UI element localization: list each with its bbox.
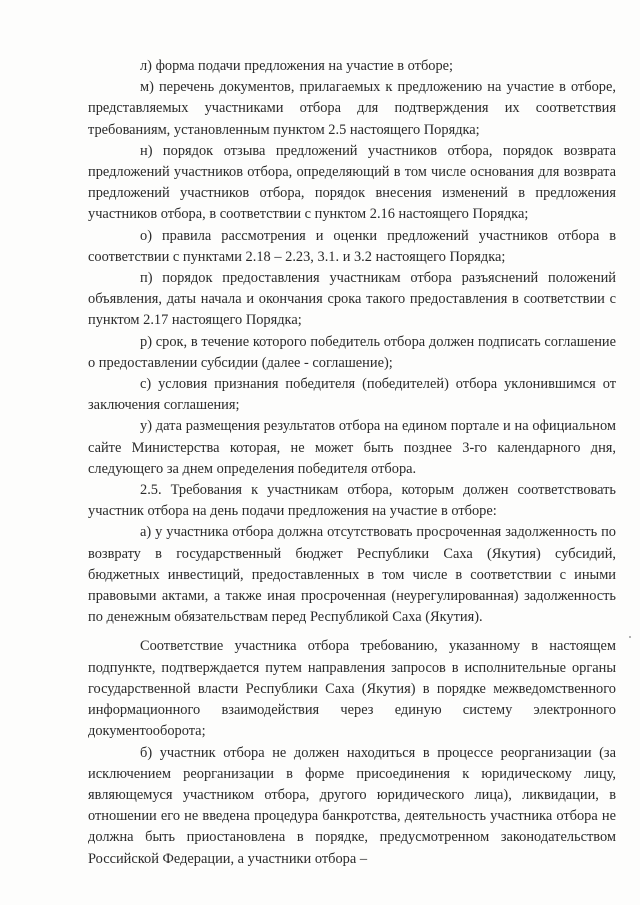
paragraph-item-s: с) условия признания победителя (победителей) отбора уклонившимся от заключения соглашения; bbox=[88, 376, 616, 414]
requirement-a: а) у участника отбора должна отсутствовать просроченная задолженность по возврату в государственный бюджет Республики Саха (Якутия) субсидий, бюджетных инвестиций, предоставленных в том числе в соответствии с иными правовыми актами, а также иная просроченная (неурегулированная) задолженность по денежным обязательствам перед Республикой Саха (Якутия). bbox=[88, 524, 616, 626]
paragraph-item-n: н) порядок отзыва предложений участников отбора, порядок возврата предложений участников отбора, определяющий в том числе основания для возврата предложений участников отбора, порядок внесения изменений в предложения участников отбора, в соответствии с пунктом 2.16 настоящего Порядка; bbox=[88, 142, 616, 223]
requirement-b: б) участник отбора не должен находиться в процессе реорганизации (за исключением реорганизации в форме присоединения к юридическому лицу, являющемуся участником отбора, другого юридического лица), ликвидации, в отношении его не введена процедура банкротства, деятельность участника отбора не должна быть приостановлена в порядке, предусмотренном законодательством Российской Федерации, а участники отбора – bbox=[88, 744, 616, 867]
paragraph-item-m: м) перечень документов, прилагаемых к предложению на участие в отборе, представляемых участниками отбора для подтверждения их соответствия требованиям, установленным пунктом 2.5 настоящего Порядка; bbox=[88, 79, 616, 138]
paragraph-item-u: у) дата размещения результатов отбора на едином портале и на официальном сайте Министерства которая, не может быть позднее 3-го календарного дня, следующего за днем определения победителя отбора. bbox=[88, 418, 616, 477]
requirement-a-verification: Соответствие участника отбора требованию, указанному в настоящем подпункте, подтверждается путем направления запросов в исполнительные органы государственной власти Республики Саха (Якутия) в порядке межведомственного информационного взаимодействия через единую систему электронного документооборота; bbox=[88, 638, 616, 740]
paragraph-item-p: п) порядок предоставления участникам отбора разъяснений положений объявления, даты начала и окончания срока такого предоставления в соответствии с пунктом 2.17 настоящего Порядка; bbox=[88, 270, 616, 329]
scan-speck bbox=[629, 636, 631, 638]
section-2-5-heading: 2.5. Требования к участникам отбора, которым должен соответствовать участник отбора на день подачи предложения на участие в отборе: bbox=[88, 482, 616, 520]
paragraph-item-l: л) форма подачи предложения на участие в отборе; bbox=[140, 58, 454, 74]
paragraph-item-o: о) правила рассмотрения и оценки предложений участников отбора в соответствии с пунктами 2.18 – 2.23, 3.1. и 3.2 настоящего Порядка; bbox=[88, 227, 616, 265]
paragraph-item-r: р) срок, в течение которого победитель отбора должен подписать соглашение о предоставлении субсидии (далее - соглашение); bbox=[88, 333, 616, 371]
